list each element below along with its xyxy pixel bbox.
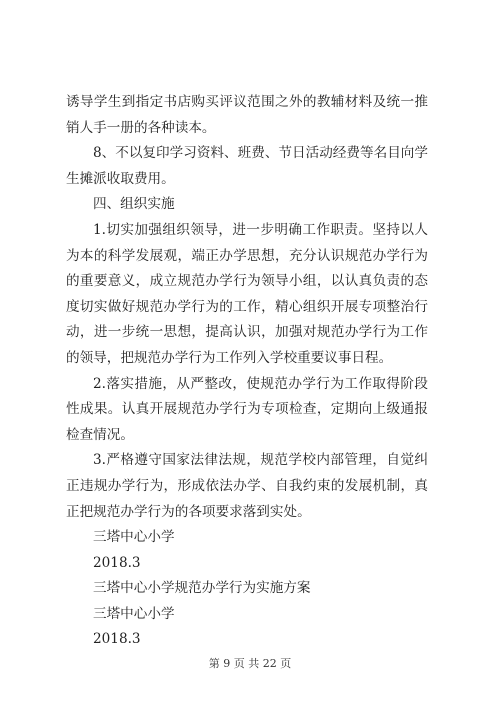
paragraph-item-8: 8、不以复印学习资料、班费、节日活动经费等名目向学生摊派收取费用。 [66, 145, 428, 187]
document-body [66, 90, 428, 653]
paragraph-item-3: 3.严格遵守国家法律法规，规范学校内部管理，自觉纠正违规办学行为，形成依法办学、自我约束的发展机制，真正把规范办学行为的各项要求落到实处。 [66, 452, 428, 520]
page-footer: 第 9 页 共 22 页 [208, 657, 292, 670]
paragraph-continuation: 诱导学生到指定书店购买评议范围之外的教辅材料及统一推销人手一册的各种读本。 [66, 94, 428, 136]
signature-date-repeat: 2018.3 [93, 631, 141, 648]
document-title-line: 三塔中心小学规范办学行为实施方案 [93, 580, 311, 597]
signature-school-repeat: 三塔中心小学 [93, 605, 175, 622]
signature-date: 2018.3 [93, 554, 141, 571]
signature-block [66, 525, 428, 653]
paragraph-item-1: 1.切实加强组织领导，进一步明确工作职责。坚持以人为本的科学发展观，端正办学思想，充分认识规范办学行为的重要意义，成立规范办学行为领导小组，以认真负责的态度切实做好规范办学行为的工作，精心组织开展专项整治行动，进一步统一思想，提高认识，加强对规范办学行为工作的领导，把规范办学行为工作列入学校重要议事日程。 [66, 221, 428, 366]
signature-school: 三塔中心小学 [93, 529, 175, 546]
section-heading-organization: 四、组织实施 [93, 196, 175, 213]
paragraph-item-2: 2.落实措施，从严整改，使规范办学行为工作取得阶段性成果。认真开展规范办学行为专项检查，定期向上级通报检查情况。 [66, 375, 428, 443]
